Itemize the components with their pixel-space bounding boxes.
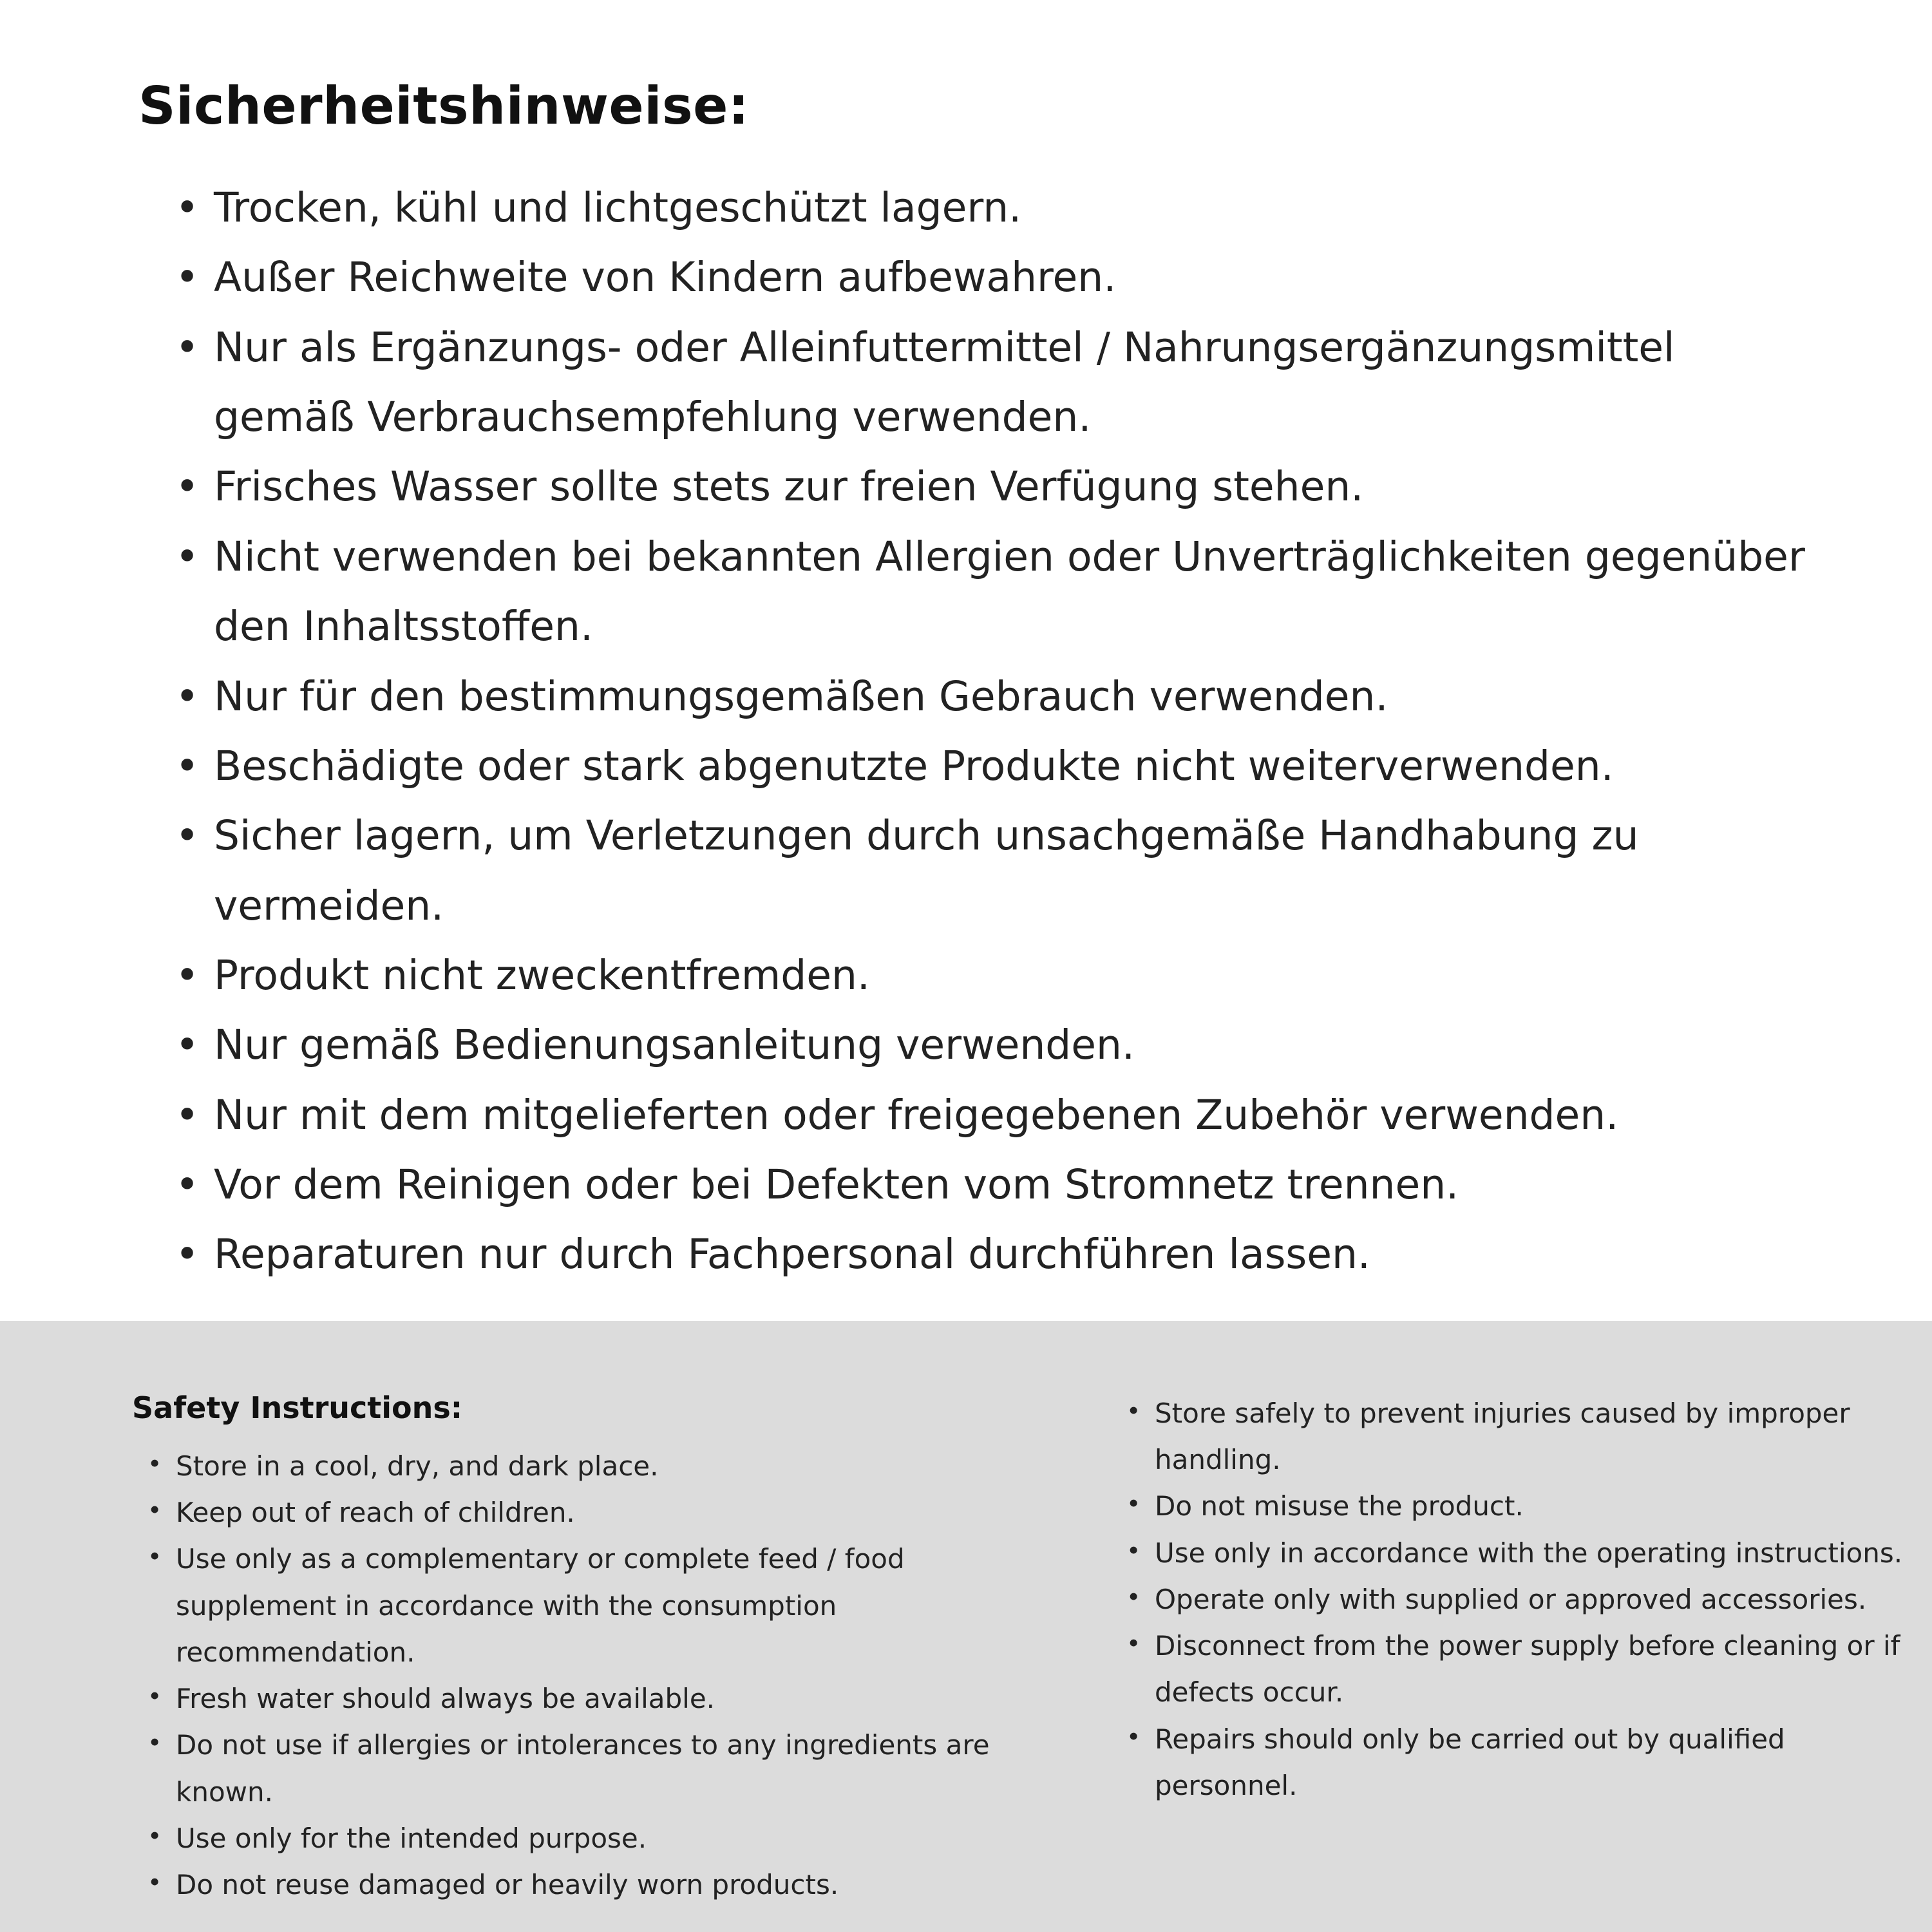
english-left-bullet-list: [145, 1443, 1008, 1908]
bullet-item: • Nur gemäß Bedienungsanleitung verwenden.: [174, 1010, 1823, 1080]
bullet-item: • Produkt nicht zweckentfremden.: [174, 941, 1823, 1010]
bullet-item: • Trocken, kühl und lichtgeschützt lagern.: [174, 173, 1823, 243]
bullet-item: • Use only in accordance with the operating instructions.: [1124, 1530, 1922, 1577]
bullet-item: • Keep out of reach of children.: [145, 1490, 1008, 1536]
bullet-item: • Use only for the intended purpose.: [145, 1815, 1008, 1862]
english-right-bullet-list: [1124, 1390, 1922, 1809]
bullet-item: • Frisches Wasser sollte stets zur freien Verfügung stehen.: [174, 452, 1823, 522]
english-right-column: [1111, 1390, 1922, 1932]
german-section-title: Sicherheitshinweise:: [138, 76, 750, 136]
bullet-item: • Nur für den bestimmungsgemäßen Gebrauch verwenden.: [174, 662, 1823, 732]
bullet-item: • Store safely to prevent injuries caused by improper handling.: [1124, 1390, 1922, 1483]
bullet-item: • Nur als Ergänzungs- oder Alleinfuttermittel / Nahrungsergänzungsmittel gemäß Verbrauchsempfehlung verwenden.: [174, 313, 1823, 453]
bullet-item: • Vor dem Reinigen oder bei Defekten vom Stromnetz trennen.: [174, 1150, 1823, 1220]
bullet-item: • Disconnect from the power supply before cleaning or if defects occur.: [1124, 1623, 1922, 1716]
bullet-item: • Do not use if allergies or intolerances to any ingredients are known.: [145, 1722, 1008, 1815]
bullet-item: • Reparaturen nur durch Fachpersonal durchführen lassen.: [174, 1220, 1823, 1289]
english-section-title: Safety Instructions:: [132, 1390, 463, 1425]
bullet-item: • Außer Reichweite von Kindern aufbewahren.: [174, 243, 1823, 312]
bullet-item: • Do not misuse the product.: [1124, 1483, 1922, 1530]
bullet-item: • Fresh water should always be available.: [145, 1676, 1008, 1722]
english-section: [0, 1321, 1932, 1932]
bullet-item: • Sicher lagern, um Verletzungen durch unsachgemäße Handhabung zu vermeiden.: [174, 801, 1823, 941]
german-bullet-list: [174, 173, 1823, 1290]
bullet-item: • Repairs should only be carried out by qualified personnel.: [1124, 1716, 1922, 1809]
bullet-item: • Store in a cool, dry, and dark place.: [145, 1443, 1008, 1490]
bullet-item: • Beschädigte oder stark abgenutzte Produkte nicht weiterverwenden.: [174, 732, 1823, 801]
bullet-item: • Operate only with supplied or approved accessories.: [1124, 1577, 1922, 1623]
english-left-column: [132, 1390, 1008, 1932]
bullet-item: • Do not reuse damaged or heavily worn products.: [145, 1862, 1008, 1908]
bullet-item: • Nur mit dem mitgelieferten oder freigegebenen Zubehör verwenden.: [174, 1081, 1823, 1150]
bullet-item: • Use only as a complementary or complete feed / food supplement in accordance with the consumption recommendation.: [145, 1536, 1008, 1676]
bullet-item: • Nicht verwenden bei bekannten Allergien oder Unverträglichkeiten gegenüber den Inhaltsstoffen.: [174, 522, 1823, 662]
